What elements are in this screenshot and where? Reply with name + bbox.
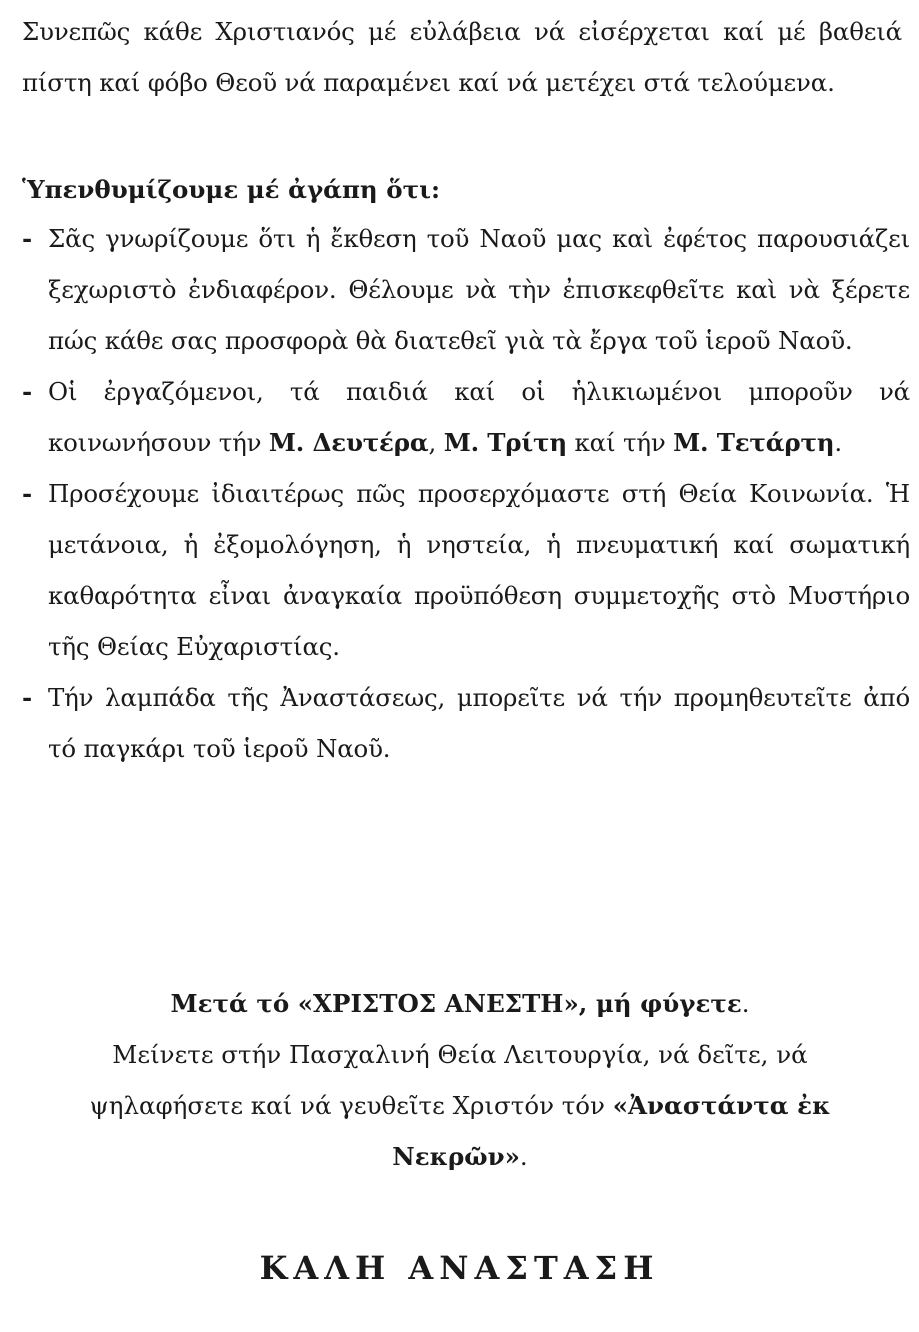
day-tuesday: Μ. Τρίτη	[443, 428, 567, 457]
day-wednesday: Μ. Τετάρτη	[673, 428, 835, 457]
bullet-dash: -	[22, 479, 32, 508]
list-item-text: Σᾶς γνωρίζουμε ὅτι ἡ ἔκθεση τοῦ Ναοῦ μας καὶ ἐφέτος παρουσιάζει ξεχωριστὸ ἐνδιαφέρον. Θέλουμε νὰ τὴν ἐπισκεφθεῖτε καὶ νὰ ξέρετε πώς κάθε σας προσφορὰ θὰ διατεθεῖ γιὰ τὰ ἔργα τοῦ ἱεροῦ Ναοῦ.	[48, 224, 910, 355]
reminder-heading: Ὑπενθυμίζουμε μέ ἀγάπη ὅτι:	[22, 175, 440, 204]
bullet-dash: -	[22, 377, 32, 406]
bullet-dash: -	[22, 224, 32, 253]
day-monday: Μ. Δευτέρα	[268, 428, 429, 457]
separator: καί τήν	[566, 428, 674, 457]
list-item	[22, 366, 910, 468]
bullet-dash: -	[22, 683, 32, 712]
intro-paragraph: Συνεπῶς κάθε Χριστιανός μέ εὐλάβεια νά εἰσέρχεται καί μέ βαθειά πίστη καί φόβο Θεοῦ νά παραμένει καί νά μετέχει στά τελούμενα.	[22, 17, 902, 97]
closing-line-1-end: .	[741, 989, 750, 1018]
closing-line-2-bold: «Ἀναστάντα ἐκ Νεκρῶν»	[392, 1091, 831, 1171]
closing-line-2: Μείνετε στήν Πασχαλινή Θεία Λειτουργία, νά δεῖτε, νά ψηλαφήσετε καί νά γευθεῖτε Χριστόν τόν	[89, 1040, 808, 1120]
closing-message	[40, 978, 880, 1182]
closing-line-1-bold: Μετά τό «ΧΡΙΣΤΟΣ ΑΝΕΣΤΗ», μή φύγετε	[170, 989, 742, 1018]
list-item	[22, 213, 910, 366]
list-item-end: .	[834, 428, 842, 457]
list-item	[22, 468, 910, 672]
list-item	[22, 672, 910, 774]
list-item-text: Οἱ ἐργαζόμενοι, τά παιδιά καί οἱ ἡλικιωμένοι μποροῦν νά κοινωνήσουν τήν	[48, 377, 910, 457]
closing-line-1	[40, 978, 880, 1029]
easter-greeting: ΚΑΛΗ ΑΝΑΣΤΑΣΗ	[259, 1249, 660, 1287]
list-item-text: Προσέχουμε ἰδιαιτέρως πῶς προσερχόμαστε στή Θεία Κοινωνία. Ἡ μετάνοια, ἡ ἐξομολόγηση, ἡ νηστεία, ἡ πνευματική καί σωματική καθαρότητα εἶναι ἀναγκαία προϋπόθεση συμμετοχῆς στὸ Μυστήριο τῆς Θείας Εὐχαριστίας.	[48, 479, 910, 661]
reminder-list	[22, 213, 910, 774]
closing-line-2-end: .	[519, 1142, 528, 1171]
separator: ,	[428, 428, 444, 457]
list-item-text: Τήν λαμπάδα τῆς Ἀναστάσεως, μπορεῖτε νά τήν προμηθευτεῖτε ἀπό τό παγκάρι τοῦ ἱεροῦ Ναοῦ.	[48, 683, 910, 763]
